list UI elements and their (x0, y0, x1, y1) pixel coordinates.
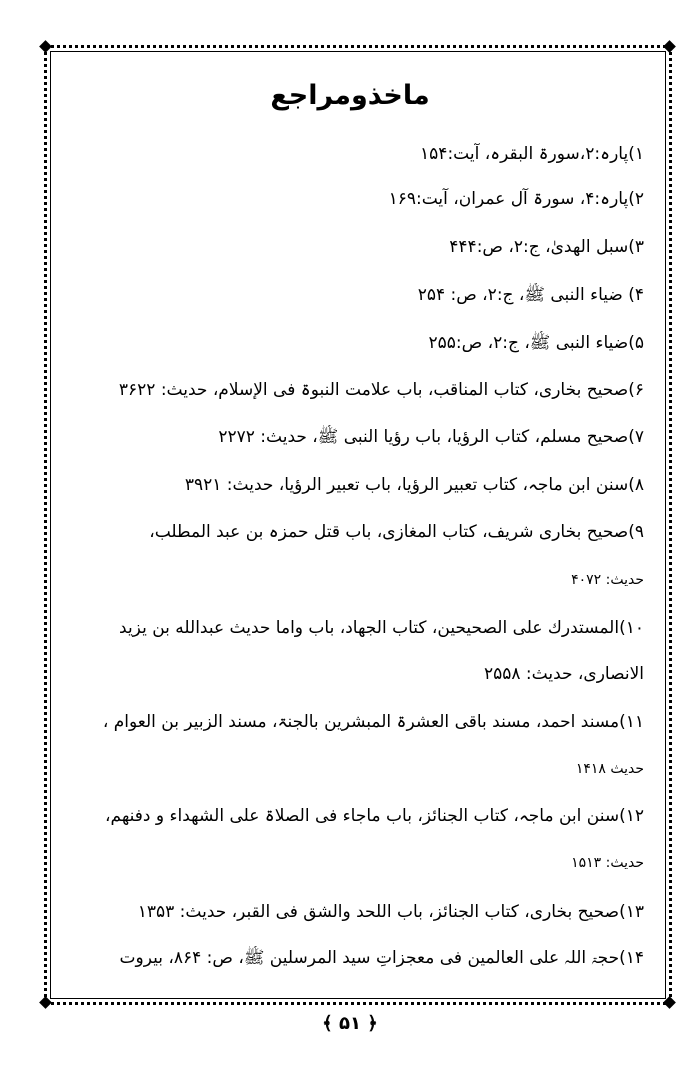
reference-line: ۳)سبل الھدیٰ، ج:۲، ص:۴۴۴ (449, 237, 644, 257)
reference-line: ۶)صحیح بخاری، کتاب المناقب، باب علامت النبوۃ فی الإسلام، حدیث: ۳۶۲۲ (118, 380, 644, 400)
reference-line: ۲)پارہ:۴، سورۃ آل عمران، آیت:۱۶۹ (388, 189, 644, 209)
reference-line: ۱۳)صحیح بخاری، کتاب الجنائز، باب اللحد والشق فی القبر، حدیث: ۱۳۵۳ (137, 902, 644, 922)
reference-line: ۱۰)المستدرك على الصحيحين، كتاب الجهاد، باب واما حديث عبدالله بن يزيد (119, 618, 644, 638)
reference-line: ۸)سنن ابن ماجہ، کتاب تعبیر الرؤیا، باب تعبیر الرؤیا، حدیث: ۳۹۲۱ (184, 475, 644, 495)
page-number: ﴿ ۵۱ ﴾ (322, 1013, 378, 1034)
reference-line: ۱۱)مسند احمد، مسند باقی العشرۃ المبشرین بالجنۃ، مسند الزبیر بن العوام ، (102, 712, 644, 732)
reference-line: حدیث: ۱۵۱۳ (571, 855, 644, 871)
reference-line: حدیث ۱۴۱۸ (575, 761, 644, 777)
reference-line: ۷)صحیح مسلم، کتاب الرؤیا، باب رؤیا النبی ﷺ، حدیث: ۲۲۷۲ (218, 427, 644, 447)
reference-line: حدیث: ۴۰۷۲ (571, 572, 644, 588)
reference-line: ۹)صحیح بخاری شریف، کتاب المغازی، باب قتل حمزہ بن عبد المطلب، (149, 522, 644, 542)
reference-line: ۴) ضیاء النبی ﷺ، ج:۲، ص: ۲۵۴ (417, 285, 644, 305)
reference-line: ۱)پارہ:۲،سورۃ البقرہ، آیت:۱۵۴ (420, 144, 644, 164)
reference-line: ۵)ضیاء النبی ﷺ، ج:۲، ص:۲۵۵ (428, 333, 644, 353)
page-title: ماخذومراجع (270, 80, 430, 111)
reference-line: الانصاری، حدیث: ۲۵۵۸ (484, 664, 644, 684)
reference-line: ۱۴)حجۃ اللہ علی العالمین فی معجزاتِ سید المرسلین ﷺ، ص: ۸۶۴، بیروت (119, 948, 644, 968)
reference-line: ۱۲)سنن ابن ماجہ، کتاب الجنائز، باب ماجاء فی الصلاۃ علی الشهداء و دفنهم، (105, 806, 644, 826)
